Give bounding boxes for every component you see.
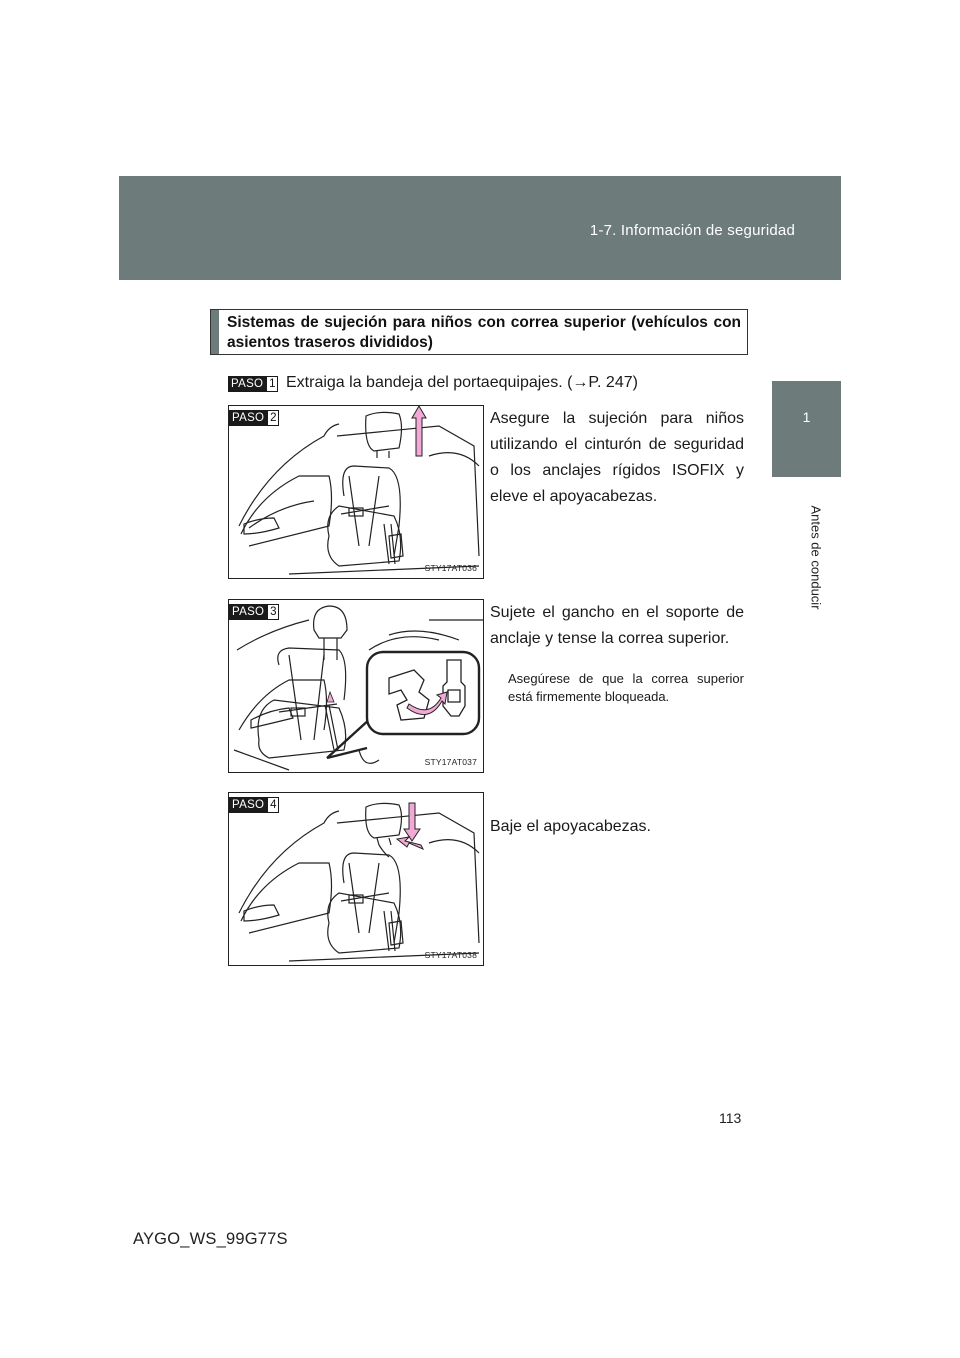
step-3-figure xyxy=(228,599,484,773)
step-number: 2 xyxy=(267,410,279,426)
document-code: AYGO_WS_99G77S xyxy=(133,1230,288,1248)
page-number: 113 xyxy=(719,1110,742,1126)
car-seat-illustration-raise-headrest xyxy=(229,406,484,579)
car-seat-illustration-anchor-hook xyxy=(229,600,484,773)
figure-code: STY17AT037 xyxy=(424,757,477,767)
step-number: 1 xyxy=(266,376,278,392)
step-4-badge xyxy=(229,797,279,813)
step-4-figure xyxy=(228,792,484,966)
chapter-title: Antes de conducir xyxy=(808,505,824,610)
step-2-text: Asegure la sujeción para niños utilizando el cinturón de seguridad o los anclajes rígidos ISOFIX y eleve el apoyacabezas. xyxy=(490,410,744,505)
section-title: Sistemas de sujeción para niños con correa superior (vehículos con asientos traseros divididos) xyxy=(227,314,741,351)
step-label: PASO xyxy=(229,797,267,813)
chapter-number: 1 xyxy=(802,409,811,425)
section-title-box xyxy=(210,309,748,355)
step-1-text: Extraiga la bandeja del portaequipajes. (→P. 247) xyxy=(286,374,638,391)
step-3-text: Sujete el gancho en el soporte de anclaje y tense la correa superior. xyxy=(490,604,744,647)
chapter-tab xyxy=(772,381,841,477)
step-label: PASO xyxy=(228,376,266,392)
step-number: 3 xyxy=(267,604,279,620)
step-1-badge xyxy=(228,376,278,392)
header-section-title: 1-7. Información de seguridad xyxy=(589,222,795,239)
figure-code: STY17AT038 xyxy=(424,950,477,960)
step-label: PASO xyxy=(229,410,267,426)
header-band xyxy=(119,176,841,280)
section-title-bar xyxy=(211,310,219,354)
step-2-badge xyxy=(229,410,279,426)
step-4-text: Baje el apoyacabezas. xyxy=(490,818,651,835)
car-seat-illustration-lower-headrest xyxy=(229,793,484,966)
step-2-figure xyxy=(228,405,484,579)
step-3-badge xyxy=(229,604,279,620)
step-label: PASO xyxy=(229,604,267,620)
figure-code: STY17AT036 xyxy=(424,563,477,573)
step-number: 4 xyxy=(267,797,279,813)
step-3-note: Asegúrese de que la correa superior está firmemente bloqueada. xyxy=(508,671,744,704)
